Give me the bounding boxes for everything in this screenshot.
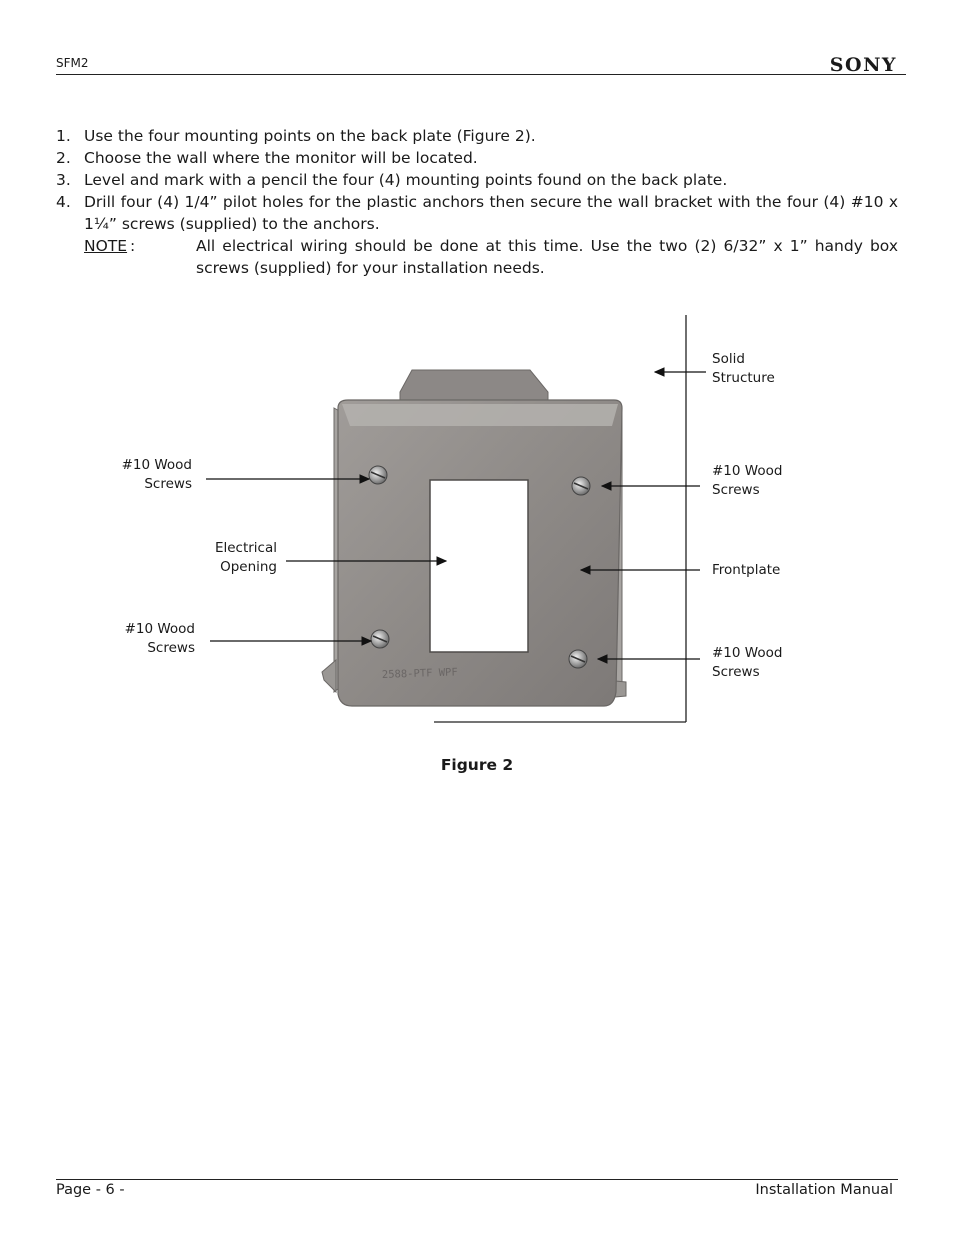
callout-line: Solid — [712, 351, 745, 367]
callout-line: #10 Wood — [124, 621, 195, 637]
callout-line: Screws — [147, 640, 195, 656]
screw-bottom-left-icon — [371, 630, 389, 648]
footer-divider — [56, 1179, 898, 1180]
figure-wall-bracket — [0, 300, 954, 740]
screw-top-left-icon — [369, 466, 387, 484]
callout-line: Electrical — [214, 540, 277, 556]
callout-line: Screws — [712, 482, 760, 498]
brand-logo: SONY — [829, 54, 897, 76]
step-text: Level and mark with a pencil the four (4) mounting points found on the back plate. — [84, 171, 728, 189]
screw-top-right-icon — [572, 477, 590, 495]
callout-solid-structure — [712, 350, 775, 388]
step-text: Drill four (4) 1/4” pilot holes for the plastic anchors then secure the wall bracket with the four (4) #10 x 1¼” screws (supplied) to the anchors. — [84, 193, 898, 233]
step-item — [56, 191, 898, 235]
note-block — [84, 235, 898, 279]
document-code: SFM2 — [56, 56, 89, 70]
callout-line: #10 Wood — [121, 457, 192, 473]
bracket-left-foot — [322, 660, 336, 692]
step-number: 1. — [56, 127, 71, 145]
frontplate-top-edge — [342, 404, 618, 426]
callout-line: #10 Wood — [712, 463, 783, 479]
bracket-illustration — [0, 300, 954, 740]
callout-line: Structure — [712, 370, 775, 386]
callout-wood-screws-top-right — [712, 462, 782, 500]
callout-line: Screws — [144, 476, 192, 492]
plate-stamp-text: 2588-PTF WPF — [381, 666, 458, 681]
footer-title: Installation Manual — [755, 1182, 893, 1198]
callout-wood-screws-bottom-left — [125, 620, 195, 658]
callout-line: Frontplate — [712, 562, 781, 578]
callout-line: Opening — [220, 559, 277, 575]
callout-wood-screws-top-left — [122, 456, 192, 494]
instruction-steps — [56, 125, 898, 279]
step-number: 4. — [56, 193, 71, 211]
note-colon: : — [130, 237, 136, 255]
callout-frontplate — [712, 561, 780, 580]
callout-line: #10 Wood — [712, 645, 783, 661]
header-divider — [56, 74, 906, 75]
step-item — [56, 147, 898, 169]
callout-wood-screws-bottom-right — [712, 644, 782, 682]
page-number: Page - 6 - — [56, 1182, 125, 1198]
electrical-opening-cutout — [430, 480, 528, 652]
step-number: 2. — [56, 149, 71, 167]
step-text: Use the four mounting points on the back plate (Figure 2). — [84, 127, 536, 145]
step-text: Choose the wall where the monitor will be located. — [84, 149, 478, 167]
figure-caption: Figure 2 — [440, 756, 514, 774]
screw-bottom-right-icon — [569, 650, 587, 668]
callout-electrical-opening — [215, 539, 277, 577]
step-item — [56, 125, 898, 147]
step-number: 3. — [56, 171, 71, 189]
step-item — [56, 169, 898, 191]
note-label: NOTE — [84, 237, 128, 255]
callout-line: Screws — [712, 664, 760, 680]
note-text: All electrical wiring should be done at this time. Use the two (2) 6/32” x 1” handy box screws (supplied) for your installation needs. — [196, 237, 898, 277]
